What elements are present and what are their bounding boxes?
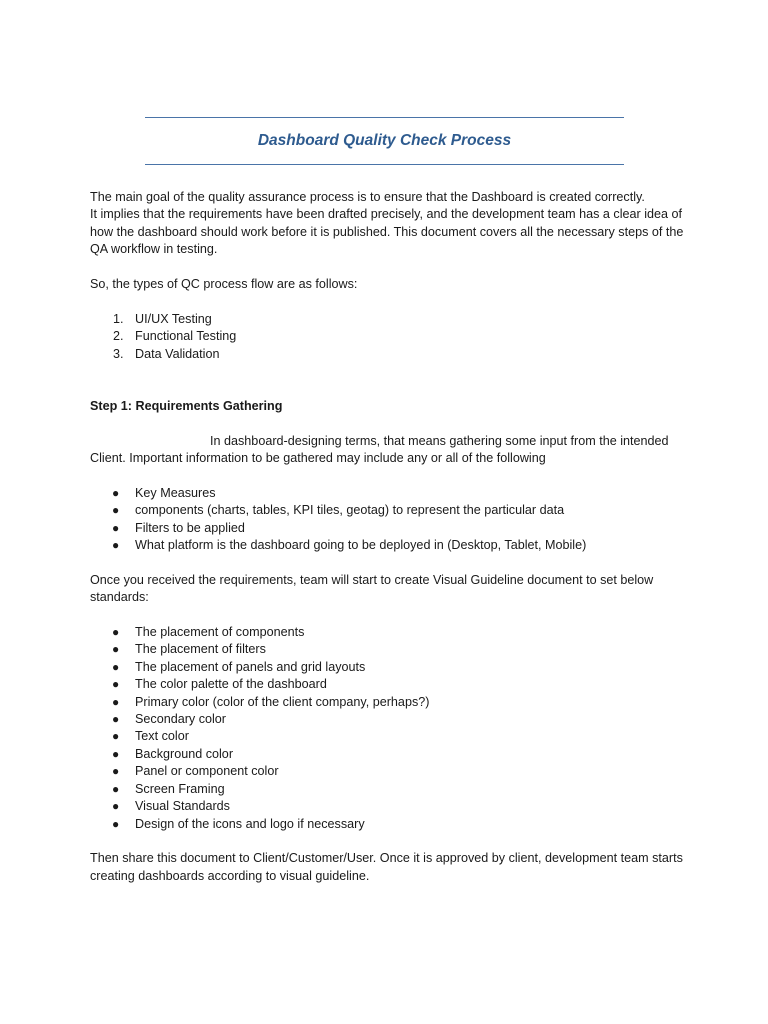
bullet-icon: ● [112, 485, 120, 500]
list-item-label: Key Measures [135, 485, 216, 500]
bullet-icon: ● [112, 799, 120, 814]
list-number: 2. [113, 329, 124, 344]
closing-paragraph: Then share this document to Client/Customer/User. Once it is approved by client, development team starts creating dashboards according to visual guideline. [90, 851, 683, 883]
bullet-icon: ● [112, 677, 120, 692]
bullet-icon: ● [112, 694, 120, 709]
list-item-label: components (charts, tables, KPI tiles, geotag) to represent the particular data [135, 503, 565, 518]
requirements-list [90, 485, 690, 555]
bullet-icon: ● [112, 746, 120, 761]
bullet-icon: ● [112, 781, 120, 796]
bullet-icon: ● [112, 764, 120, 779]
list-item [112, 816, 690, 833]
title-bottom-rule [145, 164, 624, 165]
list-item-label: Screen Framing [135, 781, 225, 796]
list-item-label: Filters to be applied [135, 520, 245, 535]
list-item [112, 728, 690, 745]
list-item [112, 781, 690, 798]
list-number: 3. [113, 346, 124, 361]
bullet-icon: ● [112, 659, 120, 674]
list-number: 1. [113, 311, 124, 326]
list-item [112, 711, 690, 728]
list-item-label: Text color [135, 729, 189, 744]
bullet-icon: ● [112, 712, 120, 727]
list-item [112, 520, 690, 537]
bullet-icon: ● [112, 538, 120, 553]
guideline-list [90, 624, 690, 833]
intro-line-1: The main goal of the quality assurance process is to ensure that the Dashboard is created correctly. [90, 190, 645, 204]
list-item-label: Background color [135, 746, 234, 761]
bullet-icon: ● [112, 520, 120, 535]
qc-intro: So, the types of QC process flow are as follows: [90, 277, 358, 292]
list-item [112, 694, 690, 711]
document-title: Dashboard Quality Check Process [257, 132, 512, 149]
bullet-icon: ● [112, 816, 120, 831]
qc-types-list [90, 311, 690, 363]
list-item [112, 746, 690, 763]
list-item-label: What platform is the dashboard going to be deployed in (Desktop, Tablet, Mobile) [135, 538, 587, 553]
bullet-icon: ● [112, 642, 120, 657]
guideline-paragraph: Once you received the requirements, team will start to create Visual Guideline document to set below standards: [90, 572, 654, 605]
list-item-label: The placement of components [135, 625, 305, 640]
step1-heading: Step 1: Requirements Gathering [90, 398, 283, 413]
list-item-label: UI/UX Testing [135, 311, 212, 326]
list-item-label: Panel or component color [135, 764, 279, 779]
list-item-label: Design of the icons and logo if necessary [135, 816, 365, 831]
step1-paragraph: In dashboard-designing terms, that means gathering some input from the intended Client. Important information to be gathered may include any or all of the following [90, 433, 669, 466]
list-item [112, 537, 690, 554]
list-item [112, 641, 690, 658]
intro-line-2: It implies that the requirements have been drafted precisely, and the development team has a clear idea of how the dashboard should work before it is published. This document covers all the necessary steps of the QA workflow in testing. [90, 207, 684, 257]
list-item-label: Secondary color [135, 712, 227, 727]
list-item [112, 676, 690, 693]
list-item-label: Visual Standards [135, 799, 230, 814]
list-item [112, 763, 690, 780]
list-item [112, 659, 690, 676]
bullet-icon: ● [112, 729, 120, 744]
list-item-label: The placement of filters [135, 642, 266, 657]
list-item [113, 311, 690, 328]
list-item-label: Primary color (color of the client company, perhaps?) [135, 694, 430, 709]
document-body [90, 189, 690, 885]
list-item [112, 502, 690, 519]
list-item [112, 485, 690, 502]
list-item-label: Data Validation [135, 346, 220, 361]
list-item [112, 624, 690, 641]
bullet-icon: ● [112, 503, 120, 518]
bullet-icon: ● [112, 625, 120, 640]
list-item-label: The placement of panels and grid layouts [135, 659, 366, 674]
list-item [113, 328, 690, 345]
list-item-label: The color palette of the dashboard [135, 677, 327, 692]
list-item-label: Functional Testing [135, 329, 237, 344]
title-top-rule [145, 117, 624, 118]
list-item [113, 346, 690, 363]
list-item [112, 798, 690, 815]
